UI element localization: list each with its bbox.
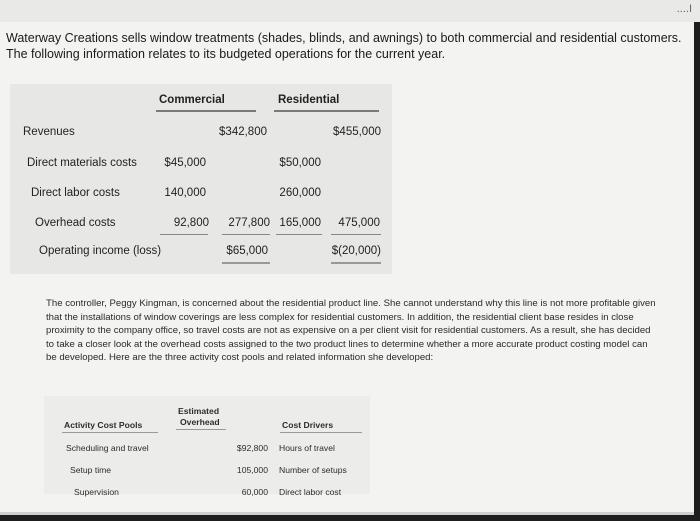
header-cost-drivers: Cost Drivers: [282, 420, 334, 430]
row-label-operating-income: Operating income (loss): [39, 245, 162, 257]
row-label-overhead: Overhead costs: [35, 217, 116, 229]
overhead-supervision: 60,000: [241, 487, 268, 497]
residential-operating-income: $(20,000): [331, 245, 381, 257]
commercial-overhead: 92,800: [173, 217, 209, 229]
header-underline: [156, 110, 256, 112]
budget-table: [10, 84, 392, 274]
header-underline: [274, 110, 379, 112]
subtotal-line: [222, 234, 270, 235]
subtotal-line: [276, 234, 322, 235]
commercial-total-costs: 277,800: [228, 217, 270, 229]
commercial-direct-labor: 140,000: [164, 187, 206, 199]
header-overhead: Overhead: [180, 417, 220, 427]
row-label-direct-labor: Direct labor costs: [31, 187, 120, 199]
driver-hours-of-travel: Hours of travel: [279, 443, 335, 453]
header-underline: [280, 432, 362, 433]
row-label-direct-materials: Direct materials costs: [27, 157, 137, 169]
header-estimated: Estimated: [178, 406, 220, 416]
header-underline: [176, 429, 226, 430]
residential-direct-labor: 260,000: [279, 187, 321, 199]
subtotal-line: [160, 234, 208, 235]
double-underline: [331, 262, 381, 264]
header-underline: [62, 432, 158, 433]
residential-overhead: 165,000: [279, 217, 321, 229]
pool-supervision: Supervision: [74, 487, 119, 497]
commercial-operating-income: $65,000: [226, 245, 268, 257]
pool-setup-time: Setup time: [70, 465, 112, 475]
header-commercial: Commercial: [159, 94, 225, 106]
header-activity-cost-pools: Activity Cost Pools: [64, 420, 143, 430]
driver-direct-labor-cost: Direct labor cost: [279, 487, 342, 497]
intro-text: Waterway Creations sells window treatments (shades, blinds, and awnings) to both commercial and residential customers. The following information relates to its budgeted operations for the current year.: [6, 31, 682, 61]
subtotal-line: [331, 234, 381, 235]
header-residential: Residential: [278, 94, 340, 106]
row-label-revenues: Revenues: [23, 126, 75, 138]
more-icon[interactable]: ....I: [676, 3, 692, 15]
commercial-revenue: $342,800: [219, 126, 267, 138]
residential-total-costs: 475,000: [338, 217, 380, 229]
controller-paragraph: The controller, Peggy Kingman, is concerned about the residential product line. She cannot understand why this line is not more profitable given that the installations of window coverings are less complex for residential customers. In addition, the residential client base resides in close proximity to the company office, so travel costs are not as expensive on a per client visit for residential customers. As a result, she has decided to take a closer look at the overhead costs assigned to the two product lines to determine whether a more accurate product costing model can be developed. Here are the three activity cost pools and related information she developed:: [46, 298, 656, 364]
activity-cost-pools-table: [44, 396, 370, 497]
overhead-setup-time: 105,000: [236, 465, 268, 475]
pool-scheduling-travel: Scheduling and travel: [66, 443, 149, 453]
overhead-scheduling-travel: $92,800: [236, 443, 268, 453]
residential-direct-materials: $50,000: [279, 157, 321, 169]
residential-revenue: $455,000: [333, 126, 381, 138]
top-bar: [0, 0, 700, 22]
driver-number-of-setups: Number of setups: [279, 465, 347, 475]
commercial-direct-materials: $45,000: [164, 157, 206, 169]
double-underline: [222, 262, 270, 264]
